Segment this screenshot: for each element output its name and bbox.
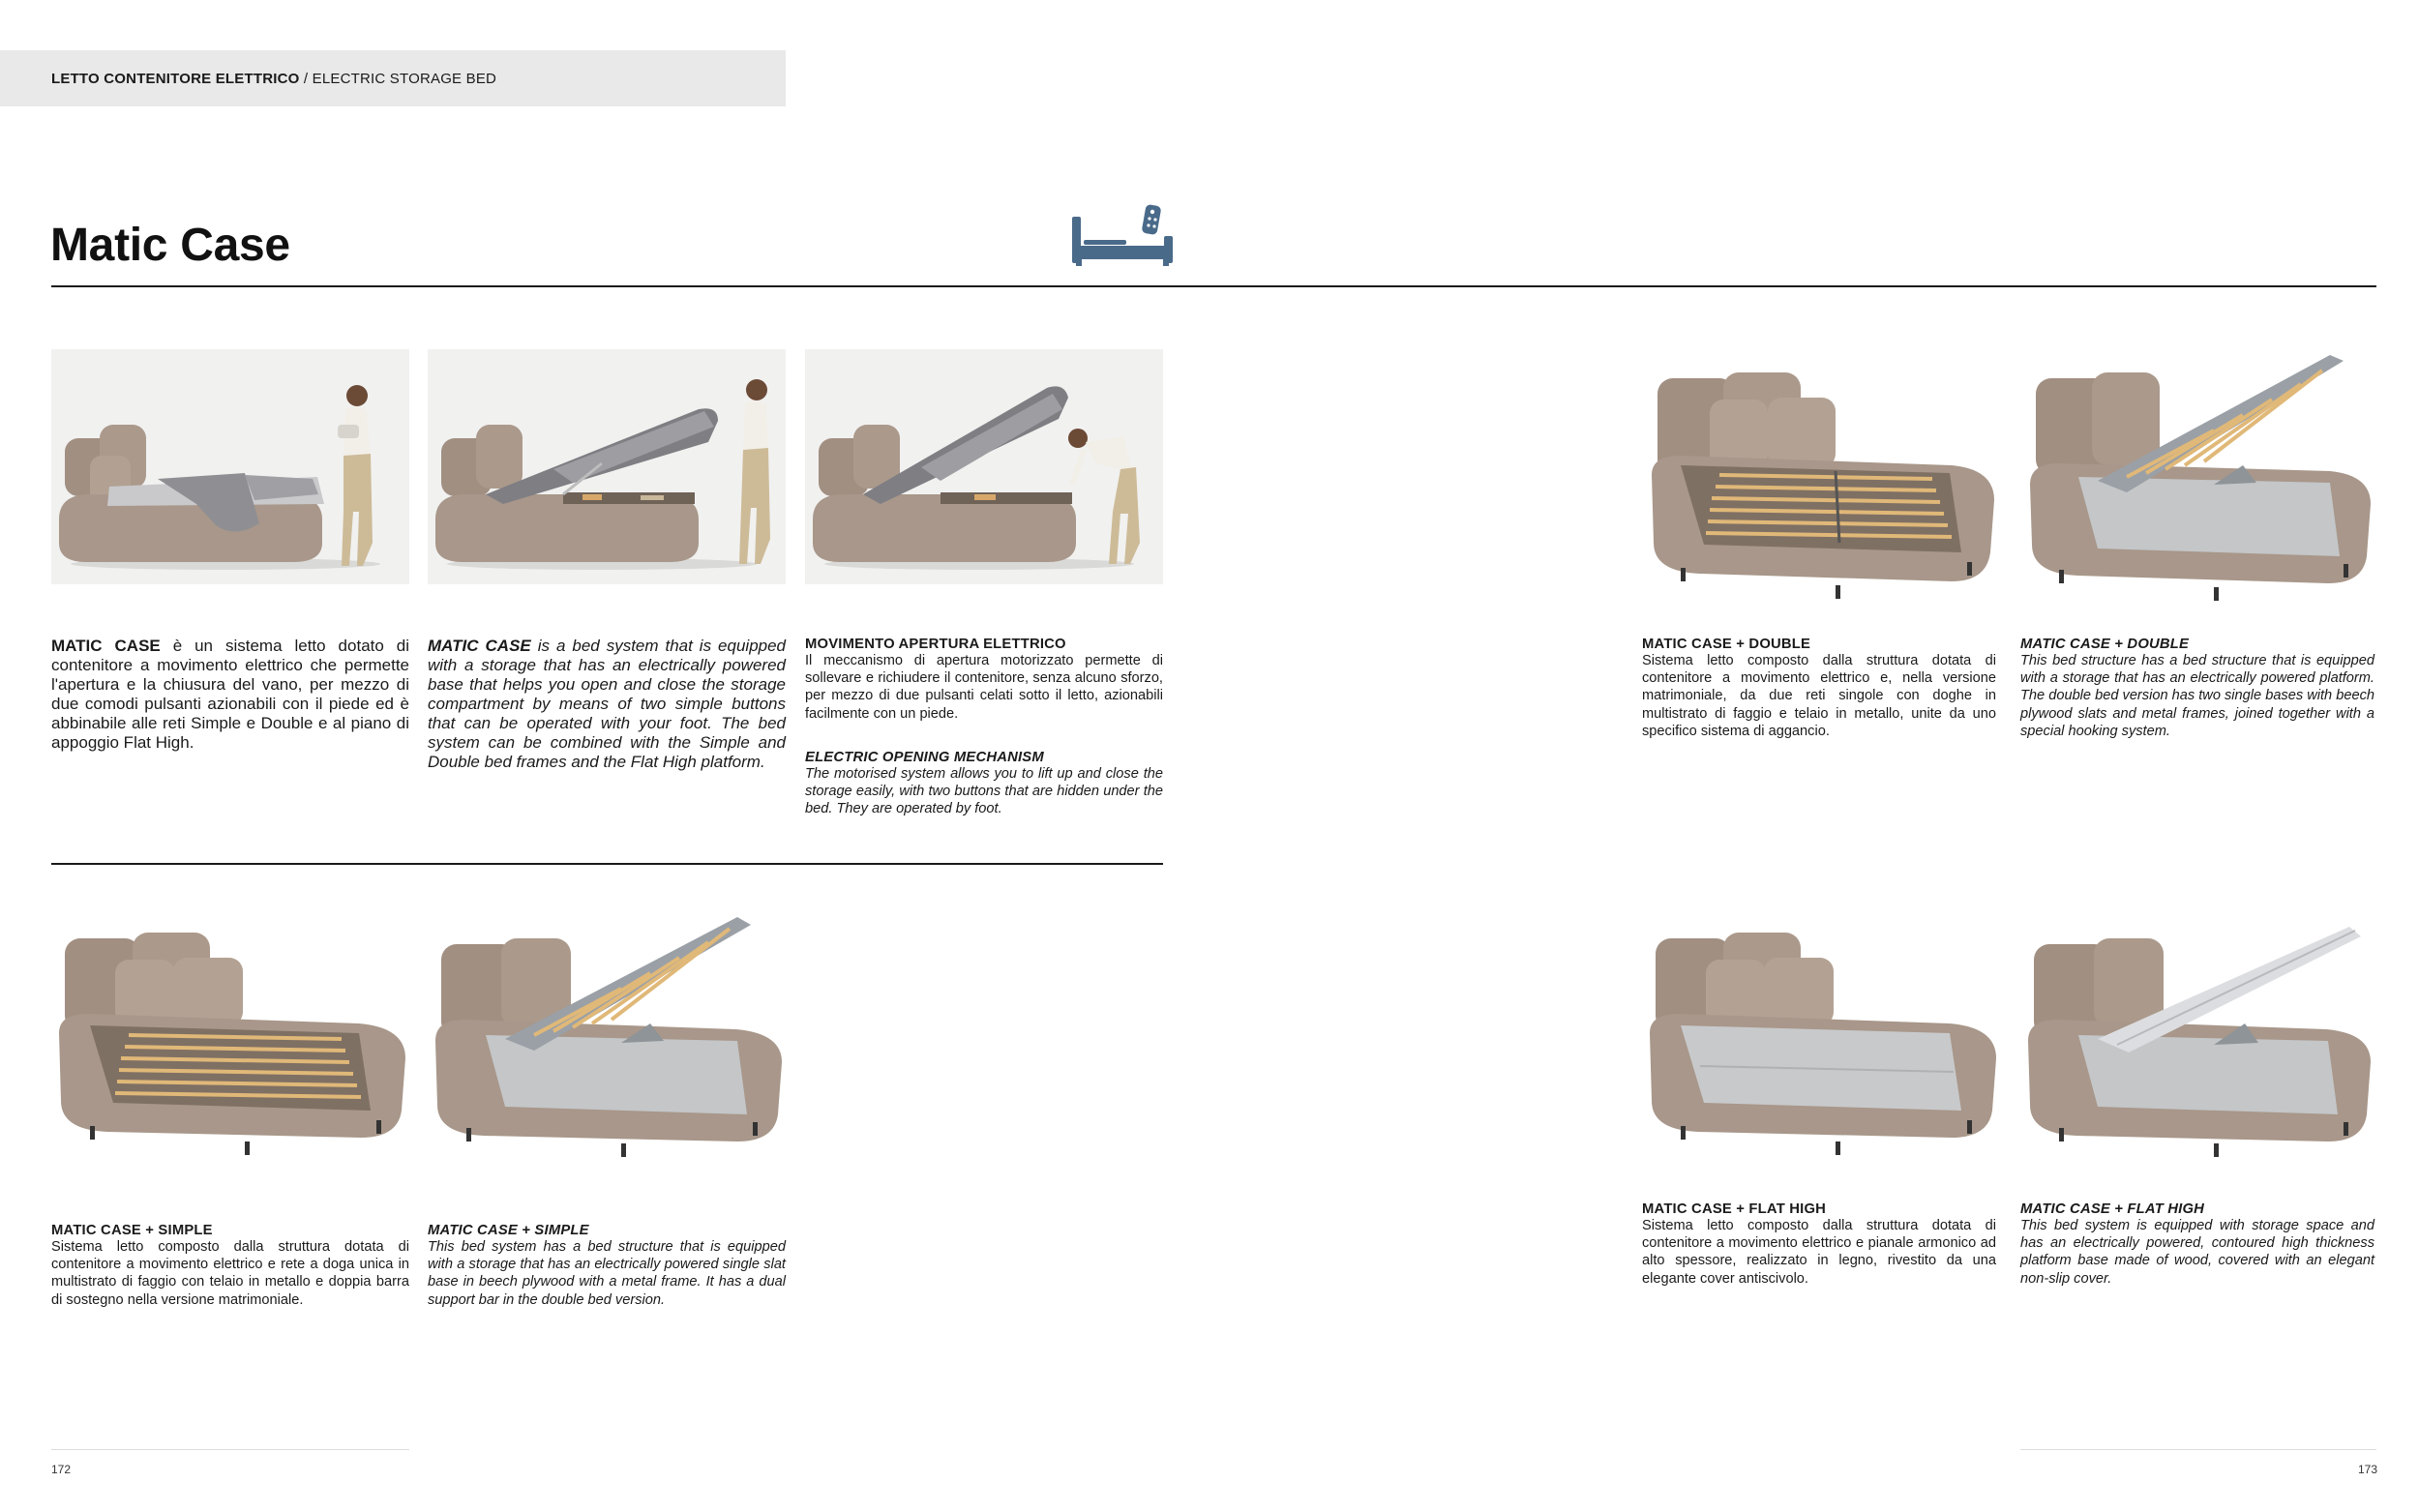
photo-simple-lifted (428, 917, 788, 1161)
mechanism-it-title: MOVIMENTO APERTURA ELETTRICO (805, 637, 1066, 652)
intro-text-it (51, 637, 409, 753)
flat-high-en-text: This bed system is equipped with storage space and has an electrically powered, contoured high thickness platform base made of wood, covered with an elegant non-slip cover. (2020, 1218, 2374, 1287)
electric-bed-remote-icon (1070, 203, 1175, 269)
double-it-title: MATIC CASE + DOUBLE (1642, 637, 1811, 652)
photo-bed-open-storage (805, 349, 1163, 584)
mechanism-en-title: ELECTRIC OPENING MECHANISM (805, 749, 1044, 765)
photo-bed-lifting (428, 349, 786, 584)
flat-high-en-block (2020, 1201, 2374, 1288)
section-rule (51, 863, 1163, 865)
section-header-separator: / (299, 71, 313, 87)
page-number-right: 173 (2358, 1463, 2378, 1476)
photo-double-lifted (2020, 349, 2376, 608)
intro-en-brand: MATIC CASE (428, 637, 531, 655)
intro-en-body: is a bed system that is equipped with a storage that has an electrically powered base that helps you open and close the storage compartment by means of two simple buttons that can be operated with your foot. The bed system can be combined with the Simple and Double bed frames and the Flat High platform. (428, 637, 787, 771)
double-it-text: Sistema letto composto dalla struttura dotata di contenitore a movimento elettrico e, nella versione matrimoniale, da due reti singole con doghe in multistrato di faggio e telaio in metallo, unite da uno specifico sistema di aggancio. (1642, 653, 1996, 739)
simple-it-block (51, 1223, 409, 1309)
simple-en-text: This bed system has a bed structure that is equipped with a storage that has an electrically powered single slat base in beech plywood with a metal frame. It has a dual support bar in the double bed version. (428, 1239, 786, 1308)
mechanism-en-text: The motorised system allows you to lift up and close the storage easily, with two buttons that are hidden under the bed. They are operated by foot. (805, 765, 1163, 817)
photo-double-slats (1642, 349, 2002, 608)
flat-high-it-block (1642, 1201, 1996, 1288)
page-title: Matic Case (50, 220, 290, 271)
flat-high-it-text: Sistema letto composto dalla struttura dotata di contenitore a movimento elettrico e pianale armonico ad alto spessore, realizzato in legno, rivestito da una elegante cover antiscivolo. (1642, 1218, 1996, 1287)
footer-rule-right (2020, 1449, 2376, 1450)
simple-en-block (428, 1223, 786, 1309)
title-rule (51, 285, 2376, 287)
intro-it-brand: MATIC CASE (51, 637, 161, 655)
mechanism-block (805, 637, 1163, 817)
intro-text-en (428, 637, 786, 772)
simple-it-title: MATIC CASE + SIMPLE (51, 1223, 213, 1238)
photo-flat-high-platform (1642, 917, 2002, 1161)
simple-it-text: Sistema letto composto dalla struttura dotata di contenitore a movimento elettrico e rete a doga unica in multistrato di faggio con telaio in metallo e doppia barra di sostegno nella versione matrimoniale. (51, 1239, 409, 1308)
double-en-block (2020, 637, 2374, 740)
section-header (51, 71, 496, 87)
flat-high-it-title: MATIC CASE + FLAT HIGH (1642, 1201, 1827, 1217)
photo-simple-slats (51, 917, 411, 1161)
double-en-title: MATIC CASE + DOUBLE (2020, 637, 2190, 652)
double-it-block (1642, 637, 1996, 740)
page-number-left: 172 (51, 1463, 72, 1476)
intro-it-body: è un sistema letto dotato di contenitore a movimento elettrico che permette l'apertura e la chiusura del vano, per mezzo di due comodi pulsanti azionabili con il piede ed è abbinabile alle reti Simple e Double e al piano di appoggio Flat High. (51, 637, 410, 752)
simple-en-title: MATIC CASE + SIMPLE (428, 1223, 589, 1238)
double-en-text: This bed structure has a bed structure that is equipped with a storage that has an electrically powered platform. The double bed version has two single bases with beech plywood slats and metal frames, joined together with a special hooking system. (2020, 653, 2374, 739)
photo-flat-high-lifted (2020, 917, 2376, 1161)
section-header-it: LETTO CONTENITORE ELETTRICO (51, 71, 300, 87)
footer-rule-left (51, 1449, 409, 1450)
section-header-en: ELECTRIC STORAGE BED (312, 71, 497, 87)
photo-bed-closed (51, 349, 409, 584)
mechanism-it-text: Il meccanismo di apertura motorizzato permette di sollevare e richiudere il contenitore, senza alcuno sforzo, per mezzo di due pulsanti celati sotto il letto, azionabili facilmente con un piede. (805, 653, 1163, 722)
flat-high-en-title: MATIC CASE + FLAT HIGH (2020, 1201, 2205, 1217)
